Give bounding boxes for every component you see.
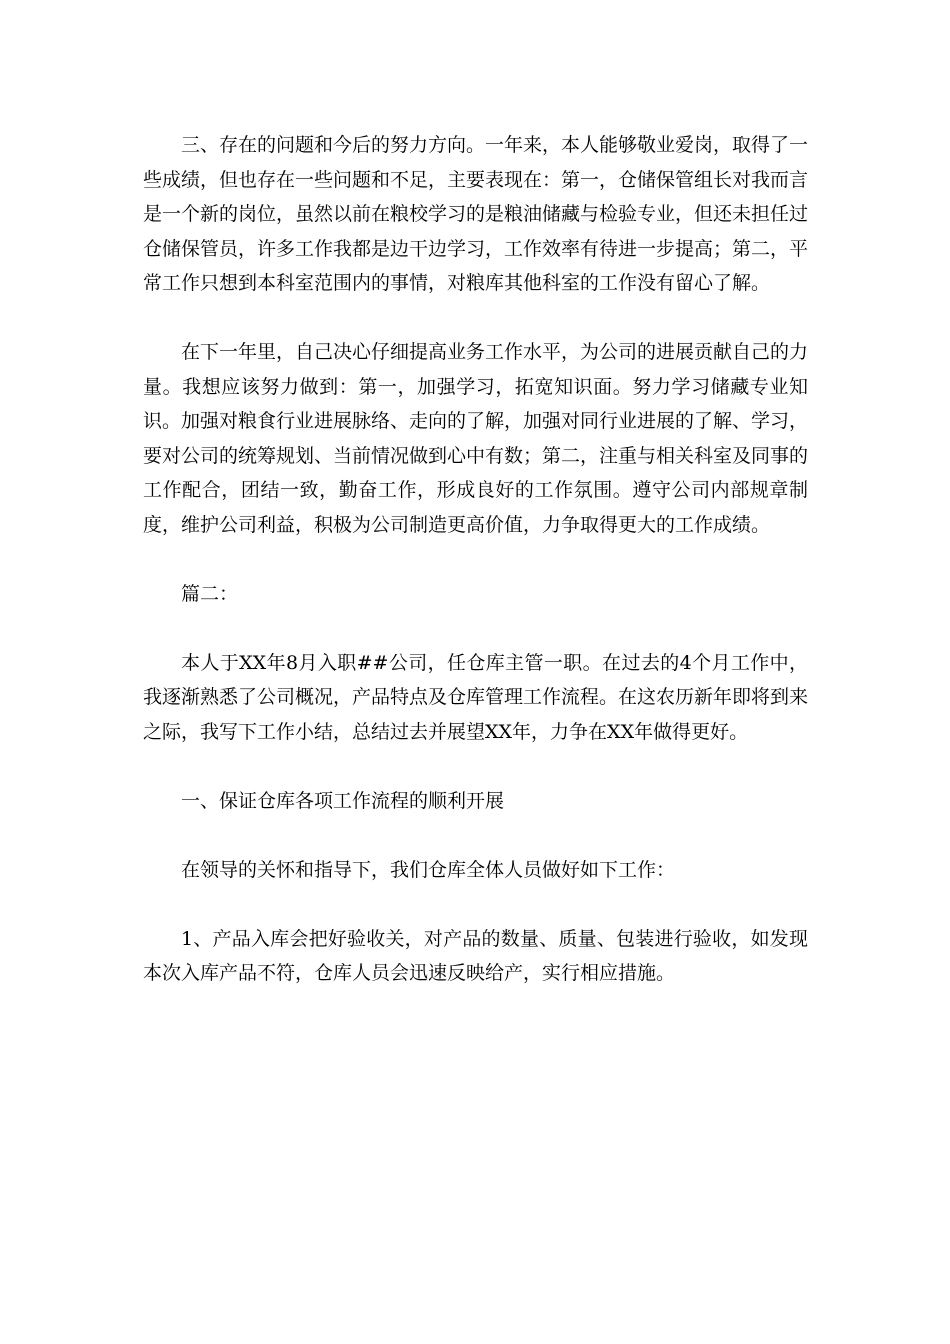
paragraph-issues: 三、存在的问题和今后的努力方向。一年来，本人能够敬业爱岗，取得了一些成绩，但也存在一些问题和不足，主要表现在：第一，仓储保管组长对我而言是一个新的岗位，虽然以前在粮校学习的是粮油储藏与检验专业，但还未担任过仓储保管员，许多工作我都是边干边学习，工作效率有待进一步提高；第二，平常工作只想到本科室范围内的事情，对粮库其他科室的工作没有留心了解。 (143, 134, 809, 294)
paragraph-guidance: 在领导的关怀和指导下，我们仓库全体人员做好如下工作： (181, 858, 676, 881)
document-body (143, 128, 808, 1025)
part-two-heading: 篇二： (181, 582, 239, 605)
paragraph-item-one: 1、产品入库会把好验收关，对产品的数量、质量、包装进行验收，如发现本次入库产品不符，仓库人员会迅速反映给产，实行相应措施。 (143, 927, 808, 984)
section-one-heading: 一、保证仓库各项工作流程的顺利开展 (181, 789, 505, 812)
paragraph-next-year: 在下一年里，自己决心仔细提高业务工作水平，为公司的进展贡献自己的力量。我想应该努力做到：第一，加强学习，拓宽知识面。努力学习储藏专业知识。加强对粮食行业进展脉络、走向的了解，加强对同行业进展的了解、学习，要对公司的统筹规划、当前情况做到心中有数；第二，注重与相关科室及同事的工作配合，团结一致，勤奋工作，形成良好的工作氛围。遵守公司内部规章制度，维护公司利益，积极为公司制造更高价值，力争取得更大的工作成绩。 (143, 341, 809, 536)
paragraph-intro: 本人于XX年8月入职##公司，任仓库主管一职。在过去的4个月工作中，我逐渐熟悉了公司概况，产品特点及仓库管理工作流程。在这农历新年即将到来之际，我写下工作小结，总结过去并展望XX年，力争在XX年做得更好。 (143, 651, 809, 743)
